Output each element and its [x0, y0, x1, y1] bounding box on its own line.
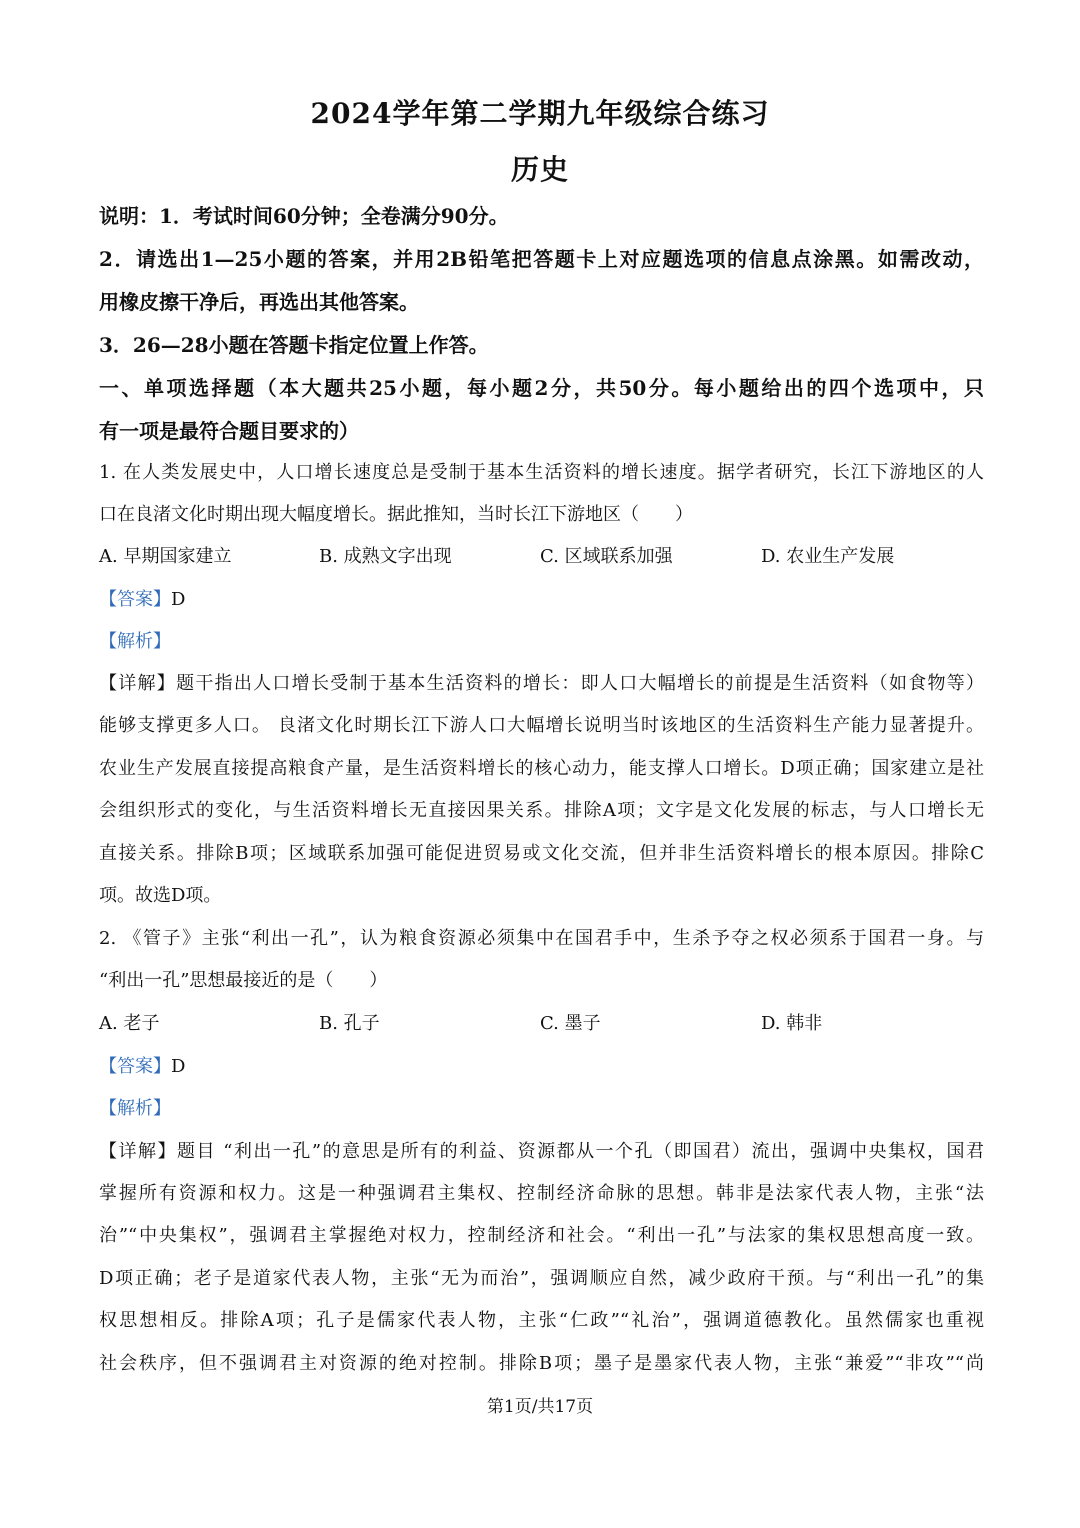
question-stem: 1. 在人类发展史中，人口增长速度总是受制于基本生活资料的增长速度。据学者研究，长江下游地区的人 — [99, 462, 984, 483]
answer-line — [99, 1055, 984, 1079]
section-heading: 有一项是最符合题目要求的） — [99, 419, 359, 443]
answer-tag: 【答案】 — [99, 589, 171, 610]
detail-line: D项正确；老子是道家代表人物，主张“无为而治”，强调顺应自然，减少政府干预。与“利出一孔”的集 — [99, 1268, 984, 1289]
option-c: C. 区域联系加强 — [540, 546, 673, 567]
document-title: 2024学年第二学期九年级综合练习 — [310, 97, 770, 130]
detail-tag: 【详解】 — [99, 1141, 177, 1162]
detail-tag: 【详解】 — [99, 673, 177, 694]
option-b: B. 成熟文字出现 — [319, 546, 452, 567]
detail-line: 直接关系。排除B项；区域联系加强可能促进贸易或文化交流，但并非生活资料增长的根本原因。排除C — [99, 843, 984, 864]
detail-line: 权思想相反。排除A项；孔子是儒家代表人物，主张“仁政”“礼治”，强调道德教化。虽然儒家也重视 — [99, 1310, 984, 1331]
question-stem: 2. 《管子》主张“利出一孔”，认为粮食资源必须集中在国君手中，生杀予夺之权必须系于国君一身。与 — [99, 928, 984, 949]
detail-line: 治”“中央集权”，强调君主掌握绝对权力，控制经济和社会。“利出一孔”与法家的集权思想高度一致。 — [99, 1225, 984, 1246]
option-b: B. 孔子 — [319, 1013, 380, 1034]
instruction-line: 用橡皮擦干净后，再选出其他答案。 — [99, 290, 419, 314]
answer-tag: 【答案】 — [99, 1056, 171, 1077]
option-a: A. 早期国家建立 — [99, 546, 232, 567]
answer-value: D — [171, 589, 186, 610]
detail-line: 会组织形式的变化，与生活资料增长无直接因果关系。排除A项；文字是文化发展的标志，与人口增长无 — [99, 800, 984, 821]
detail-line: 社会秩序，但不强调君主对资源的绝对控制。排除B项；墨子是墨家代表人物，主张“兼爱”“非攻”“尚 — [99, 1353, 984, 1374]
option-d: D. 农业生产发展 — [761, 546, 895, 567]
page-footer: 第1页/共17页 — [486, 1397, 594, 1417]
option-c: C. 墨子 — [540, 1013, 601, 1034]
answer-line — [99, 588, 984, 612]
detail-line: 项。故选D项。 — [99, 885, 222, 906]
detail-line — [99, 672, 984, 696]
answer-value: D — [171, 1056, 186, 1077]
detail-line: 农业生产发展直接提高粮食产量，是生活资料增长的核心动力，能支撑人口增长。D项正确；国家建立是社 — [99, 758, 984, 779]
option-d: D. 韩非 — [761, 1013, 823, 1034]
instruction-line: 2．请选出1—25小题的答案，并用2B铅笔把答题卡上对应题选项的信息点涂黑。如需改动， — [99, 247, 984, 271]
question-stem: 口在良渚文化时期出现大幅度增长。据此推知，当时长江下游地区（ ） — [99, 504, 693, 525]
detail-text: 题干指出人口增长受制于基本生活资料的增长：即人口大幅增长的前提是生活资料（如食物等） — [176, 673, 985, 694]
detail-text: 题目 “利出一孔”的意思是所有的利益、资源都从一个孔（即国君）流出，强调中央集权，国君 — [177, 1141, 985, 1162]
detail-line: 能够支撑更多人口。 良渚文化时期长江下游人口大幅增长说明当时该地区的生活资料生产能力显著提升。 — [99, 715, 984, 736]
analysis-tag: 【解析】 — [99, 1098, 171, 1119]
option-a: A. 老子 — [99, 1013, 160, 1034]
detail-line — [99, 1140, 984, 1164]
instruction-line: 说明：1．考试时间60分钟；全卷满分90分。 — [99, 204, 509, 228]
detail-line: 掌握所有资源和权力。这是一种强调君主集权、控制经济命脉的思想。韩非是法家代表人物，主张“法 — [99, 1183, 984, 1204]
question-stem: “利出一孔”思想最接近的是（ ） — [99, 970, 388, 991]
analysis-tag: 【解析】 — [99, 631, 171, 652]
subject-title: 历史 — [510, 153, 569, 186]
instruction-line: 3．26—28小题在答题卡指定位置上作答。 — [99, 333, 489, 357]
section-heading: 一、单项选择题（本大题共25小题，每小题2分，共50分。每小题给出的四个选项中，只 — [99, 376, 984, 400]
